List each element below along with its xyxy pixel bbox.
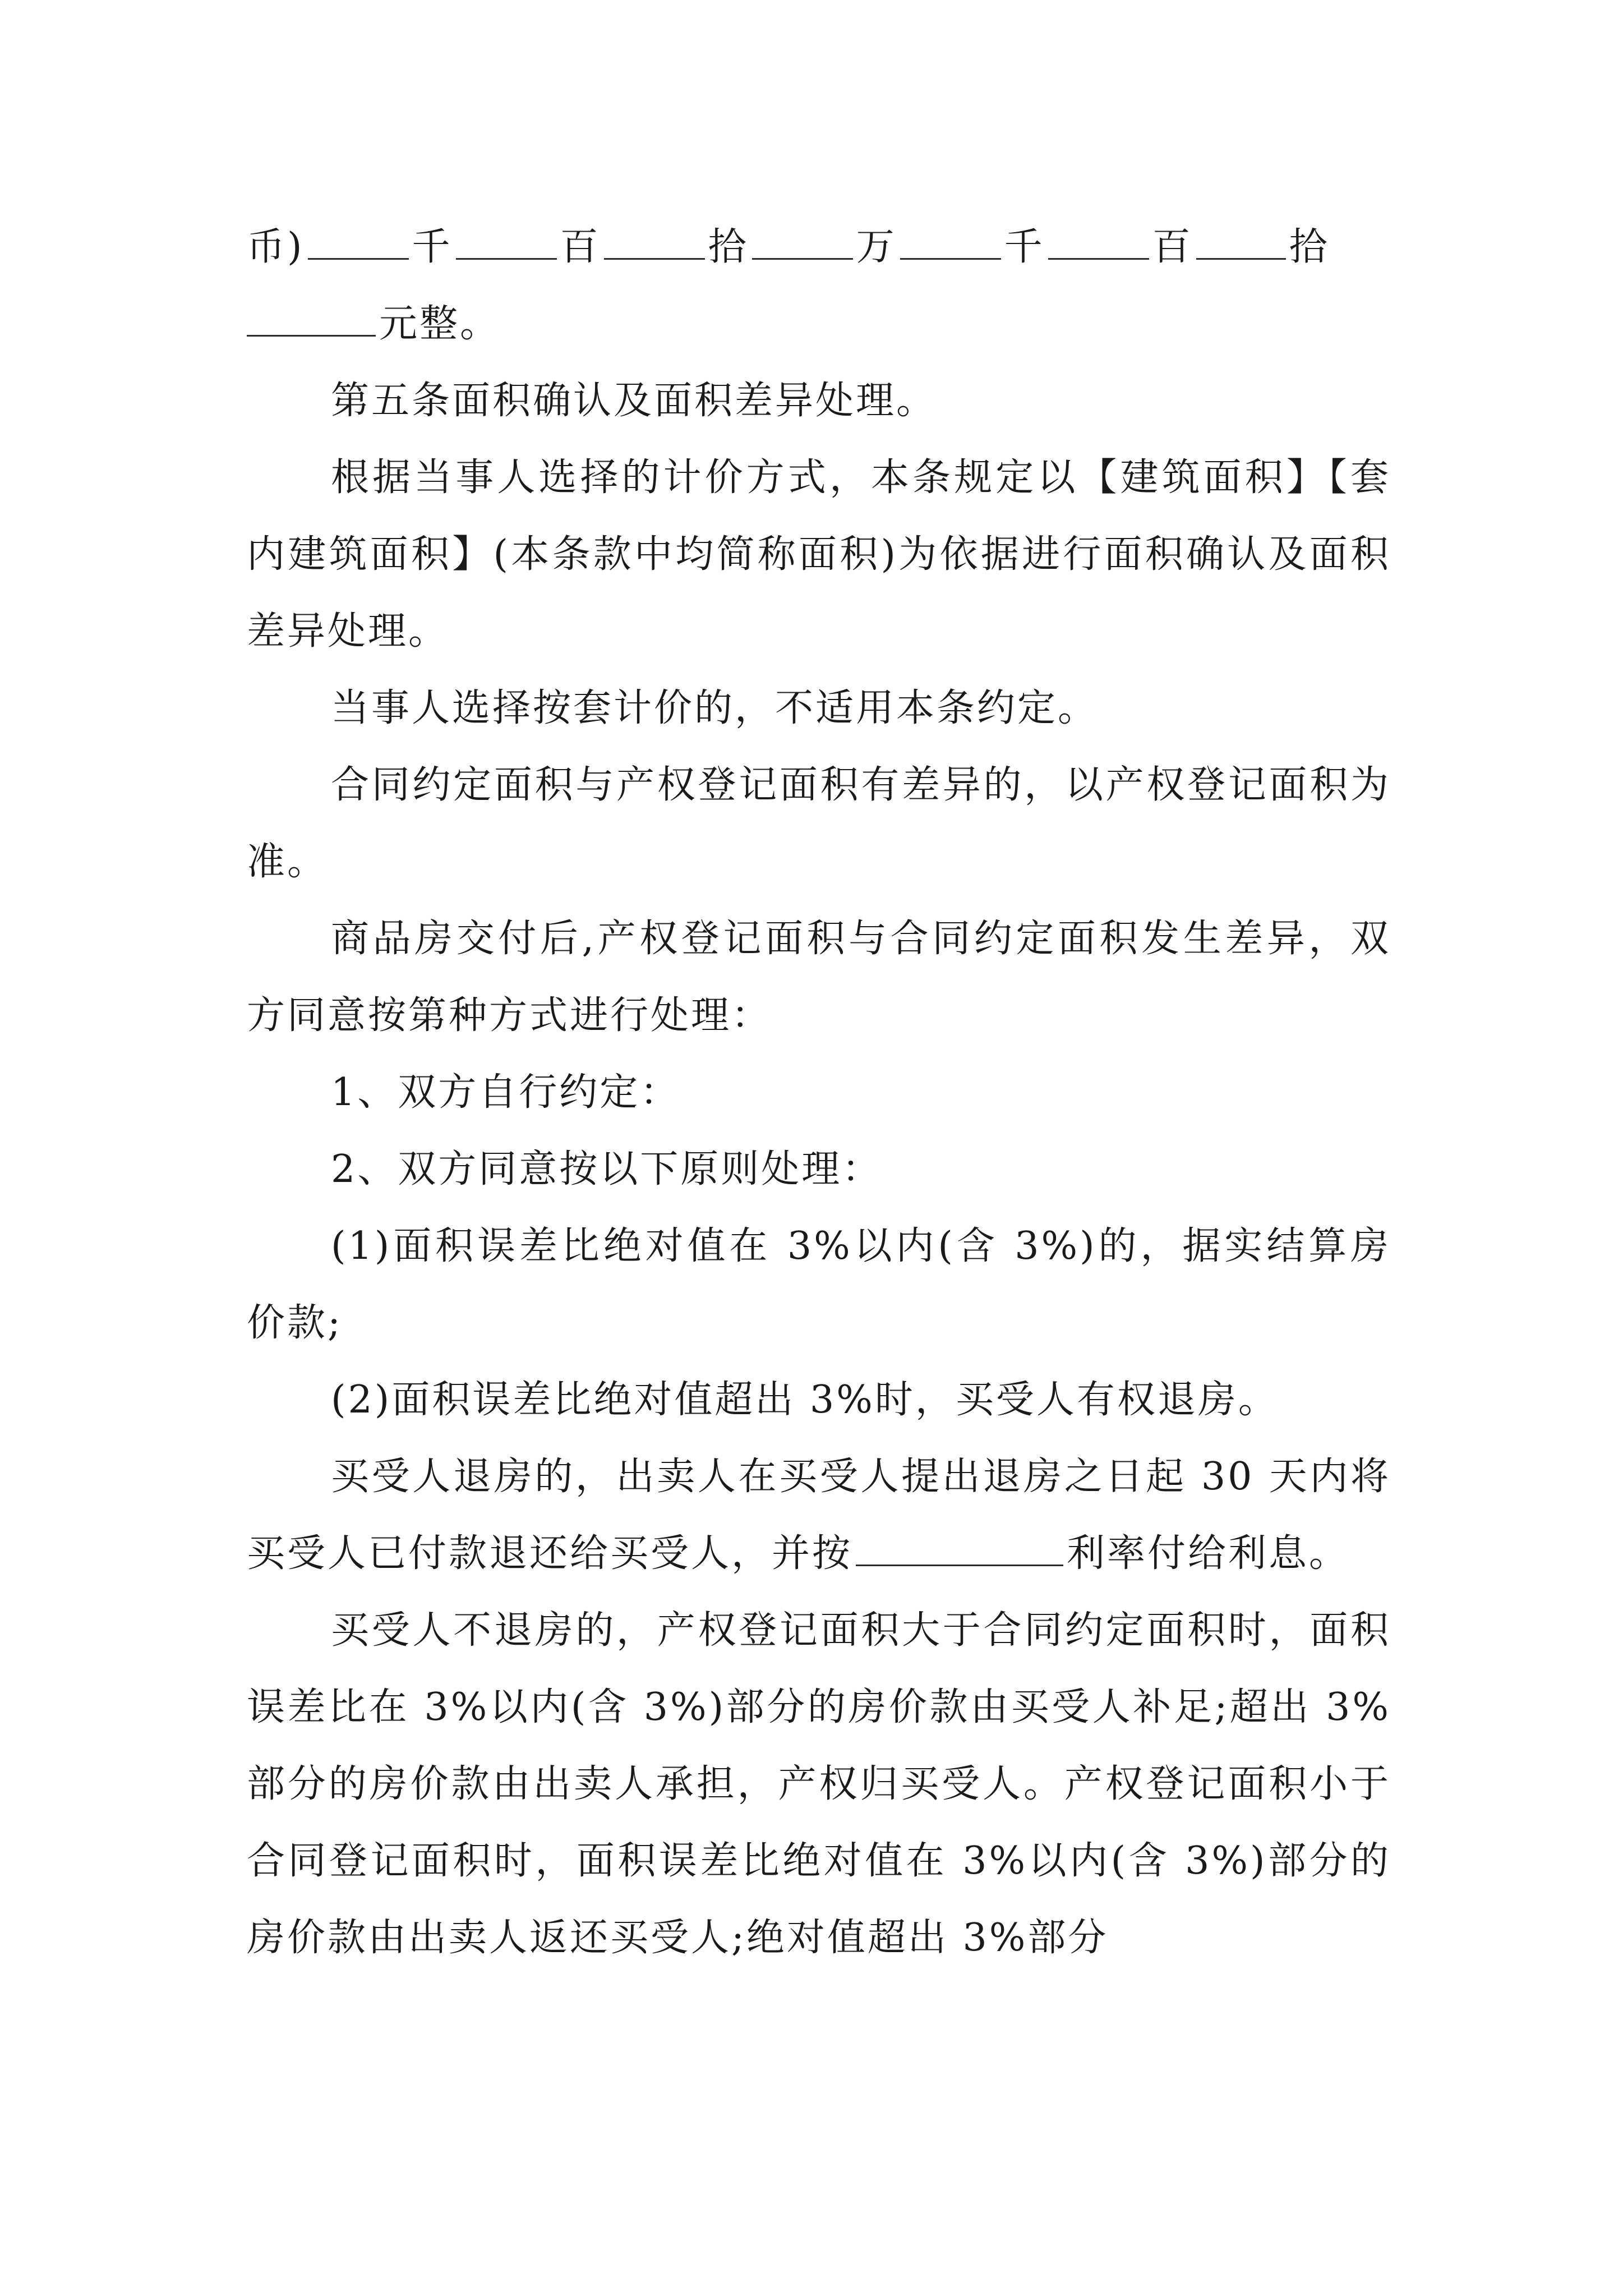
refund-text-after: 利率付给利息。: [1067, 1531, 1350, 1576]
unit-shi-2: 拾: [1289, 225, 1330, 269]
paragraph-rule-1: (1)面积误差比绝对值在 3%以内(含 3%)的，据实结算房价款;: [247, 1224, 1391, 1345]
amount-prefix: 币): [247, 225, 305, 269]
paragraph-after-delivery: 商品房交付后,产权登记面积与合同约定面积发生差异，双方同意按第种方式进行处理：: [247, 917, 1391, 1038]
paragraph-no-refund: 买受人不退房的，产权登记面积大于合同约定面积时，面积误差比在 3%以内(含 3%)部分的房价款由买受人补足;超出 3%部分的房价款由出卖人承担，产权归买受人。产权登记面积小于合同登记面积时，面积误差比绝对值在 3%以内(含 3%)部分的房价款由出卖人返还买受人;绝对值超出 3%部分: [247, 1608, 1391, 1960]
refund-text-before: 买受人退房的，出卖人在买受人提出退房之日起 30 天内将买受人已付款退还给买受人，并按: [247, 1455, 1391, 1576]
amount-suffix: 元整。: [379, 302, 501, 346]
unit-qian-2: 千: [1004, 225, 1045, 269]
amount-blank-5[interactable]: [900, 226, 1001, 260]
unit-shi-1: 拾: [708, 225, 749, 269]
amount-yuan-line: [247, 286, 1391, 362]
amount-blank-3[interactable]: [604, 226, 705, 260]
interest-rate-blank[interactable]: [856, 1532, 1063, 1566]
amount-blank-2[interactable]: [456, 226, 557, 260]
unit-bai-2: 百: [1152, 225, 1193, 269]
unit-bai-1: 百: [560, 225, 601, 269]
amount-blank-yuan[interactable]: [247, 302, 376, 337]
unit-wan: 万: [856, 225, 897, 269]
paragraph-area-difference: 合同约定面积与产权登记面积有差异的，以产权登记面积为准。: [247, 763, 1391, 884]
contract-text: [247, 209, 1391, 1976]
paragraph-refund: [247, 1438, 1391, 1592]
paragraph-pricing-basis: 根据当事人选择的计价方式，本条规定以【建筑面积】【套内建筑面积】(本条款中均简称面积)为依据进行面积确认及面积差异处理。: [247, 455, 1391, 654]
paragraph-option-2: 2、双方同意按以下原则处理：: [331, 1147, 883, 1191]
paragraph-article-five: 第五条面积确认及面积差异处理。: [331, 379, 937, 423]
amount-blank-7[interactable]: [1196, 226, 1286, 260]
amount-blank-1[interactable]: [308, 226, 409, 260]
amount-blank-6[interactable]: [1048, 226, 1149, 260]
amount-line: [247, 209, 1391, 286]
paragraph-per-unit-pricing: 当事人选择按套计价的，不适用本条约定。: [331, 686, 1099, 730]
paragraph-option-1: 1、双方自行约定：: [331, 1070, 681, 1115]
paragraph-rule-2: (2)面积误差比绝对值超出 3%时，买受人有权退房。: [331, 1378, 1279, 1422]
amount-blank-4[interactable]: [752, 226, 853, 260]
unit-qian-1: 千: [412, 225, 453, 269]
